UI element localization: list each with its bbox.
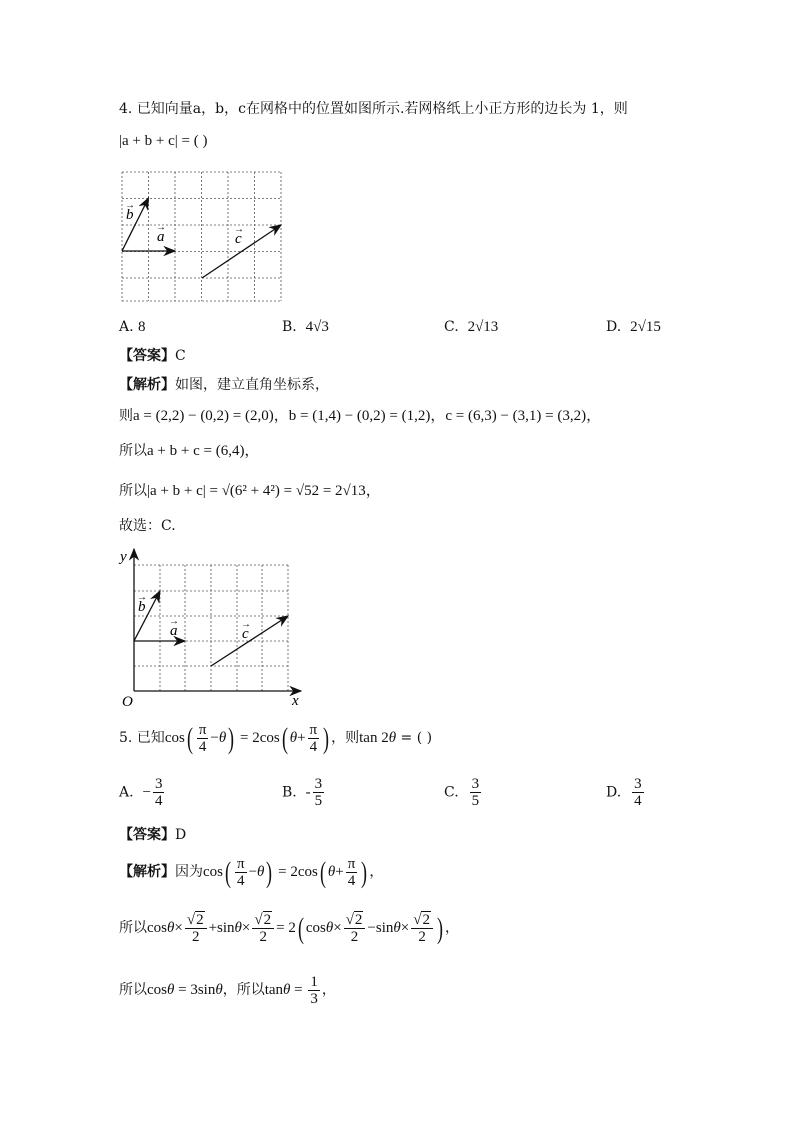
vector-b-label: b <box>138 599 146 615</box>
grid-lines <box>134 565 288 691</box>
q5-option-a: A. − $\frac{3}{4}$ <box>119 776 163 809</box>
q5-option-b: B. - $\frac{3}{5}$ <box>282 776 323 809</box>
grid-lines <box>122 172 281 301</box>
q4-option-a: A. 8 <box>119 319 146 335</box>
arrow-mark: → <box>156 222 166 233</box>
q4-grid-figure <box>118 168 286 308</box>
q5-analysis-line1: 所以cosθ× $\frac{√2}{2}$ +sinθ× $\frac{√2}{2}$ = 2( cosθ× $\frac{√2}{2}$ −sinθ× $\frac{√2}{2}$ ) ， <box>119 911 459 945</box>
vector-a-label: a <box>157 229 165 245</box>
y-axis-label: y <box>120 549 127 565</box>
q4-conclusion: 故选：C. <box>119 518 176 534</box>
q4-answer: 【答案】C <box>119 348 186 364</box>
q5-analysis-line2: 所以cosθ = 3sinθ，所以tanθ = $\frac{1}{3}$ ， <box>119 974 336 1007</box>
arrow-mark: → <box>234 224 244 235</box>
q4-analysis-line2: 所以a + b + c = (6,4)， <box>119 443 260 459</box>
arrow-mark: → <box>137 592 147 603</box>
q4-analysis-line3: 所以|a + b + c| = √(6² + 4²) = √52 = 2√13， <box>119 483 381 499</box>
q4-option-d: D. 2√15 <box>606 319 661 335</box>
q5-answer: 【答案】D <box>119 827 187 843</box>
q4-coordinate-figure <box>118 545 308 710</box>
arrow-mark: → <box>241 619 251 630</box>
q5-analysis-intro: 【解析】因为cos( $\frac{\pi}{4}$ −θ) = 2cos( θ+ $\frac{\pi}{4}$ ) ， <box>119 855 384 889</box>
x-axis-label: x <box>292 693 299 709</box>
q4-analysis-line1: 则a = (2,2) − (0,2) = (2,0)，b = (1,4) − (0,2) = (1,2)，c = (6,3) − (3,1) = (3,2)， <box>119 408 602 424</box>
vector-c-label: c <box>242 626 249 642</box>
q4-stem <box>119 100 628 118</box>
vector-b-label: b <box>126 207 134 223</box>
arrow-mark: → <box>169 616 179 627</box>
origin-label: O <box>122 694 133 710</box>
q4-analysis-intro: 【解析】如图，建立直角坐标系， <box>119 377 329 393</box>
vector-a-label: a <box>170 623 178 639</box>
q4-option-c: C. 2√13 <box>444 319 499 335</box>
q4-option-b: B. 4√3 <box>282 319 329 335</box>
arrow-mark: → <box>125 200 135 211</box>
q4-number: 4. <box>119 101 133 117</box>
q4-expression: |a + b + c| = ( ) <box>119 133 208 149</box>
vector-c-label: c <box>235 231 242 247</box>
q5-option-d: D. $\frac{3}{4}$ <box>606 776 642 809</box>
q5-stem: 5. 已知cos( $\frac{\pi}{4}$ −θ) = 2cos( θ+ $\frac{\pi}{4}$ ) ，则tan 2θ = ( ) <box>119 721 433 755</box>
q4-stem-text: 已知向量a，b，c在网格中的位置如图所示.若网格纸上小正方形的边长为 1，则 <box>136 101 628 117</box>
q5-option-c: C. $\frac{3}{5}$ <box>444 776 480 809</box>
